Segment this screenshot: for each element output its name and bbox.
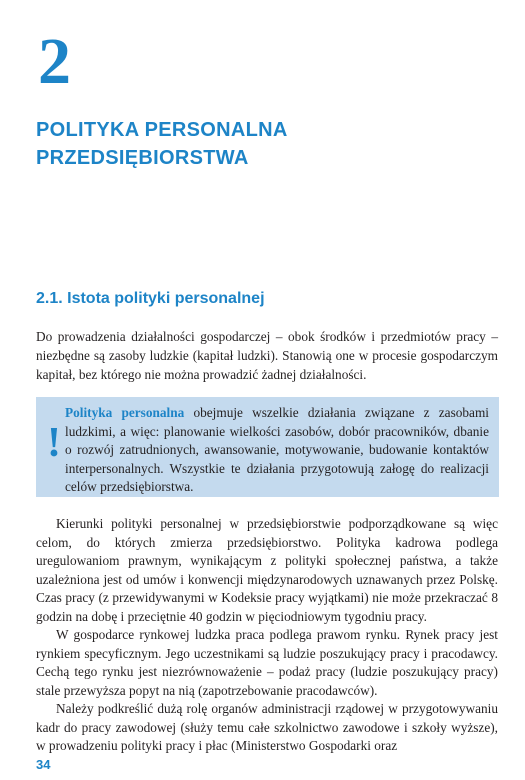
body-paragraph: W gospodarce rynkowej ludzka praca podlega prawom rynku. Rynek pracy jest rynkiem specyficznym. Jego uczestnikami są ludzie poszukujący pracy i pracodawcy. Cechą tego rynku jest niezrównoważenie – podaż pracy (ludzie poszukujący pracy) stale przewyższa popyt na nią (zapotrzebowanie pracodawców). bbox=[36, 627, 498, 698]
section-heading: 2.1. Istota polityki personalnej bbox=[36, 290, 265, 307]
body-paragraph: Kierunki polityki personalnej w przedsiębiorstwie podporządkowane są więc celom, do których zmierza przedsiębiorstwo. Polityka kadrowa podlega uregulowaniom prawnym, wynikającym z polityki społecznej państwa, a także uzależniona jest od umów i konwencji międzynarodowych uznawanych przez Polskę. Czas pracy (z przewidywanymi w Kodeksie pracy wyjątkami) nie może przekraczać 8 godzin na dobę i przeciętnie 40 godzin w pięciodniowym tygodniu pracy. bbox=[36, 516, 498, 624]
callout-text bbox=[65, 404, 489, 497]
callout-term: Polityka personalna bbox=[65, 405, 185, 420]
exclamation-icon: ! bbox=[47, 420, 61, 466]
definition-callout bbox=[36, 397, 499, 497]
chapter-number: 2 bbox=[38, 25, 71, 98]
body-text bbox=[36, 515, 498, 756]
body-paragraph: Należy podkreślić dużą rolę organów administracji rządowej w przygotowywaniu kadr do pracy zawodowej (służy temu całe szkolnictwo zawodowe i szkoły wyższe), w prowadzeniu polityki pracy i płac (Ministerstwo Gospodarki oraz bbox=[36, 701, 498, 753]
callout-body: obejmuje wszelkie działania związane z zasobami ludzkimi, a więc: planowanie wielkości zasobów, dobór pracowników, dbanie o rozwój zatrudnionych, awansowanie, motywowanie, budowanie kontaktów interpersonalnych. Wszystkie te działania przygotowują załogę do realizacji celów przedsiębiorstwa. bbox=[65, 405, 489, 494]
page-number: 34 bbox=[36, 757, 51, 772]
chapter-title: POLITYKA PERSONALNA PRZEDSIĘBIORSTWA bbox=[36, 119, 287, 169]
intro-paragraph: Do prowadzenia działalności gospodarczej – obok środków i przedmiotów pracy – niezbędne są zasoby ludzkie (kapitał ludzki). Stanowią one w procesie gospodarczym kapitał, bez którego nie można prowadzić żadnej działalności. bbox=[36, 329, 498, 382]
